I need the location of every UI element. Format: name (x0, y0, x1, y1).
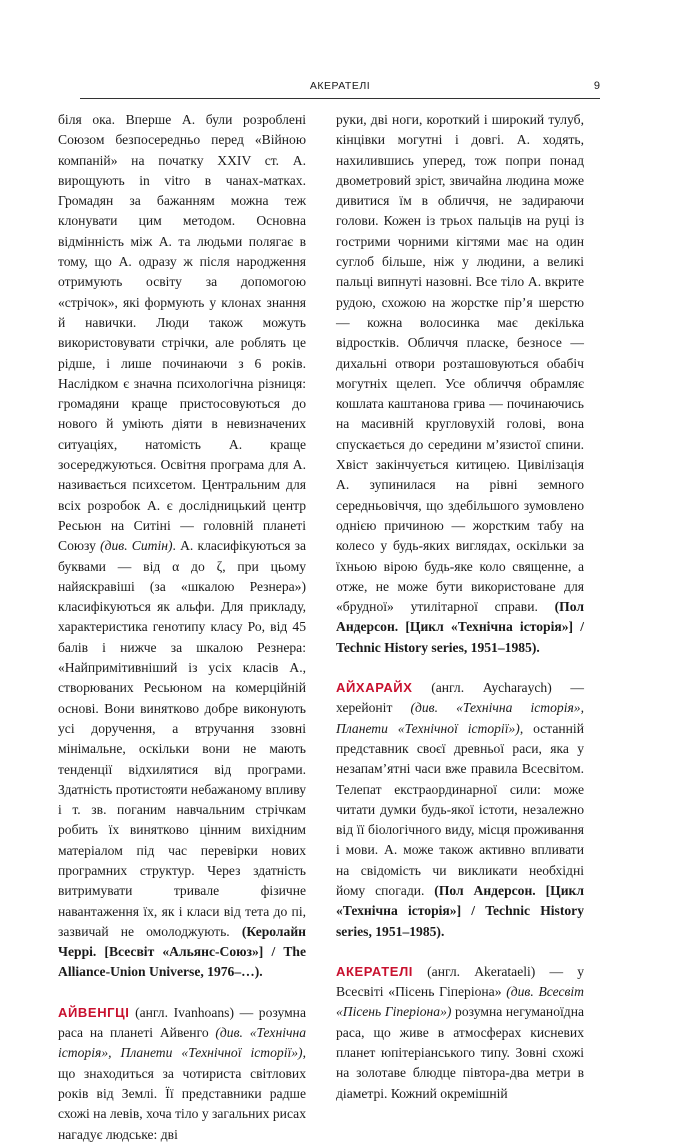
entry-text: , останній представник своєї древньої раси, яка у незапам’ятні часи вже правила Всесвітом. Телепат екстраординарної сили: може читати думки будь-якої істоти, незалежно від її біологічного виду, місця проживання і мови. А. може також активно впливати на свідомість чи викликати необхідні йому спогади. (336, 720, 584, 898)
entry-continued (58, 110, 306, 983)
headword: АЙХАРАЙХ (336, 680, 413, 696)
entry-text: біля ока. Вперше А. були розроблені Союзом безпосередньо перед «Війною компаній» на початку XXIV ст. А. вирощують in vitro в чанах-матках. Громадян за бажанням можна теж клонувати цим методом. Основна відмінність між А. та людьми полягає в тому, що А. одразу ж після народження отримують освіту за допомогою «стрічок», які формують у клонах знання й навички. Люди також можуть використовувати стрічки, але роблять це рідше, і лише починаючи з 6 років. Наслідком є значна психологічна різниця: громадяни краще пристосовуються до нового й уміють діяти в невизначених ситуаціях, натомість А. краще зосереджуються. Освітня програма для А. називається психсетом. Центральним для всіх розробок А. є дослідницький центр Ресьюн на Ситіні — головній планеті Союзу (58, 112, 306, 554)
right-column (336, 110, 584, 1104)
headword: АЙВЕНГЦІ (58, 1004, 130, 1020)
entry-text: , що знаходиться за чотириста світлових років від Землі. Її представники радше схожі на левів, хоча тіло у загальних рисах нагадує людське: дві (58, 1045, 306, 1142)
headword: АКЕРАТЕЛІ (336, 963, 414, 979)
entry-akerateli (336, 962, 584, 1104)
cross-reference: (див. Ситін) (100, 538, 173, 554)
cross-reference: (див. «Технічна історія», Планети «Технічної історії») (58, 1025, 306, 1061)
source-citation: (Пол Андерсон. [Цикл «Технічна історія»] / Technic History series, 1951–1985). (336, 882, 584, 939)
entry-aykharaykh (336, 678, 584, 942)
entry-text: розумна негуманоїдна раса, що живе в атмосферах кисневих планет юпітеріанського типу. Зовні схожі на золотаве блюдце півтора-два метри в діаметрі. Кожний окремішній (336, 1004, 585, 1101)
entry-text: (англ. Ivanhoans) — розумна раса на планеті Айвенго (58, 1004, 306, 1041)
cross-reference: (див. Всесвіт «Пісень Гіперіона») (336, 984, 584, 1020)
page-number: 9 (593, 80, 600, 92)
entry-ayvengtsi (58, 1003, 306, 1145)
source-citation: (Керолайн Черрі. [Всесвіт «Альянс-Союз»] / The Alliance-Union Universe, 1976–…). (58, 923, 306, 980)
left-column (58, 110, 306, 1145)
cross-reference: (див. «Технічна історія», Планети «Технічної історії») (336, 700, 584, 736)
entry-continued (336, 110, 584, 658)
entry-text: руки, дві ноги, короткий і широкий тулуб, кінцівки могутні і довгі. А. ходять, нахилившись уперед, тож попри понад двометровий зріст, звичайна людина може дивитися їм в обличчя, не задираючи голови. Кожен із трьох пальців на руці із гострими чорними кігтями має на один суглоб більше, ніж у людини, а великі пальці випнуті назовні. Все тіло А. вкрите рудою, схожою на жорстке пір’я шерстю — кожна волосинка має декілька відростків. Обличчя пласке, безносе — дихальні отвори розташовуються обабіч могутніх щелеп. Усе обличчя обрамляє кошлата каштанова грива — починаючись на масивній кругловухій голові, вона спускається до середини м’язистої спини. Хвіст закінчується китицею. Цивілізація А. зупинилася на рівні земного середньовіччя, що здебільшого зумовлено однією причиною — жорстким табу на колесо у будь-яких виглядах, оскільки за їхньою вірою будь-яке коло священне, а отже, не може бути використоване для «брудної» утилітарної справи. (336, 112, 584, 615)
source-citation: (Пол Андерсон. [Цикл «Технічна історія»] / Technic History series, 1951–1985). (336, 599, 584, 655)
entry-text: (англ. Akerataeli) — у Всесвіті «Пісень Гіперіона» (336, 963, 584, 1000)
page-header (80, 80, 600, 99)
entry-text: . А. класифікуються за буквами — від α до ζ, при цьому найяскравіші (за «шкалою Резнера») класифікуються як альфи. Для прикладу, характеристика генотипу класу Ро, від 45 балів і нижче за шкалою Резнера: «Найпримітивніший із усіх класів А., створюваних Ресьюном на комерційній основі. Вони винятково добре виконують усі доручення, а втручання ззовні мінімальне, оскільки вони не мають тенденції відхилятися від програми. Здатність протистояти небажаному впливу і т. зв. поганим навчальним стрічкам робить їх винятково цінним вихідним матеріалом під час перевірки нових програмних структур. Через здатність витримувати тривале фізичне навантаження їх, як і класи від тета до пі, зазвичай не омолоджують. (58, 538, 306, 939)
running-head: АКЕРАТЕЛІ (309, 80, 371, 92)
entry-text: (англ. Aycharaych) — херейоніт (336, 680, 584, 716)
